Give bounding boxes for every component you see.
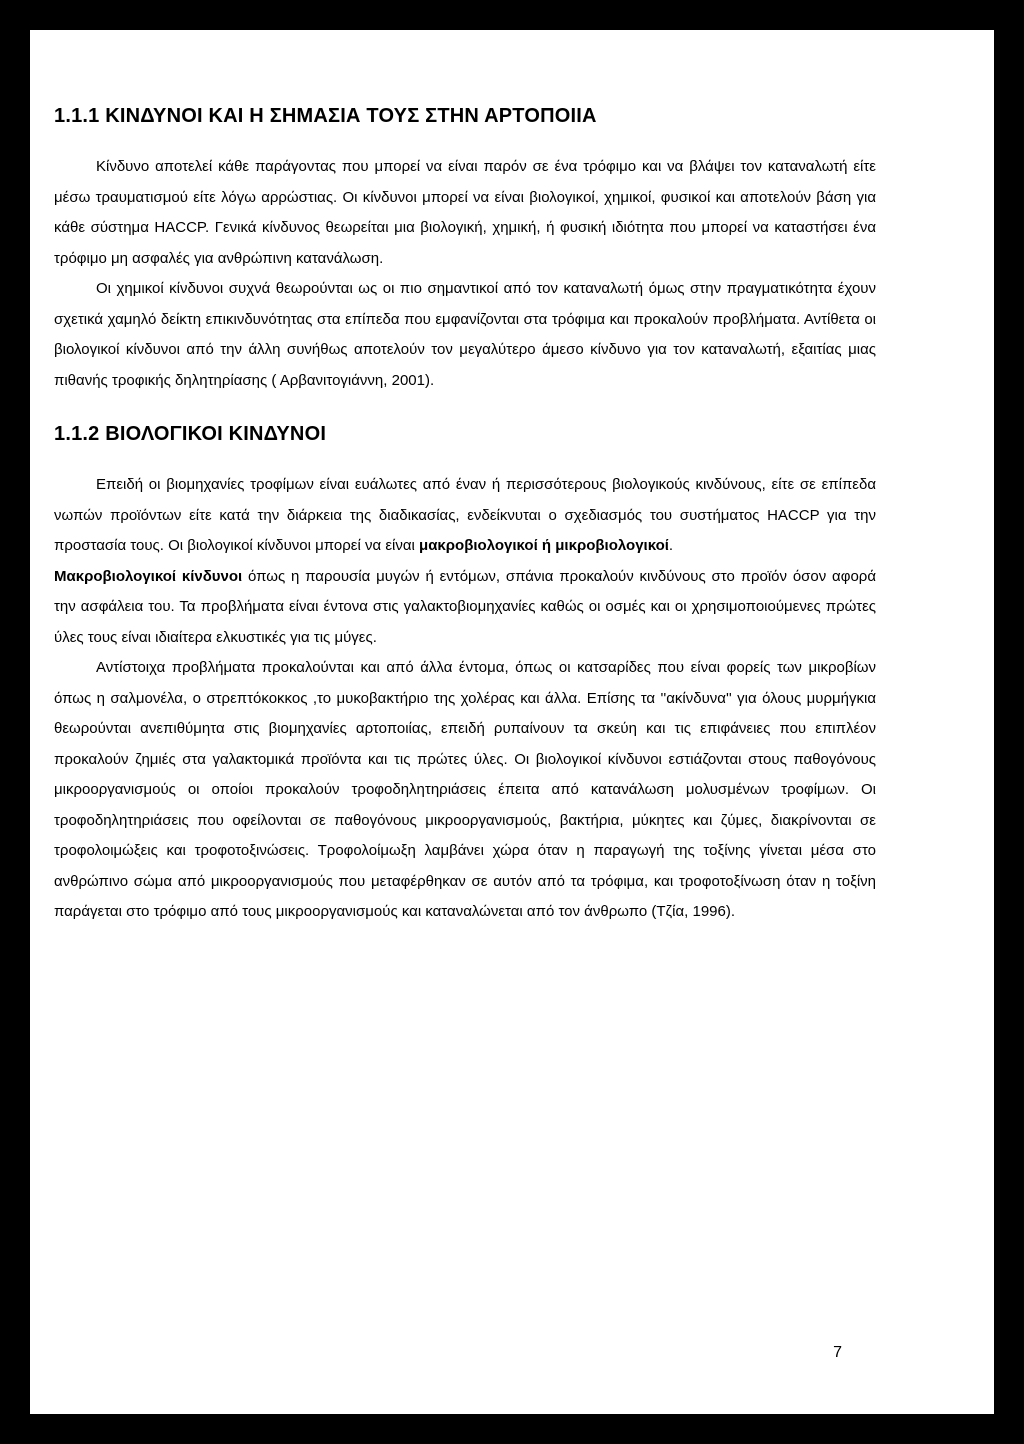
paragraph-hazard-definition: Κίνδυνο αποτελεί κάθε παράγοντας που μπορεί να είναι παρόν σε ένα τρόφιμο και να βλάψει τον καταναλωτή είτε μέσω τραυματισμού είτε λόγω αρρώστιας. Οι κίνδυνοι μπορεί να είναι βιολογικοί, χημικοί, φυσικοί και αποτελούν βάση για κάθε σύστημα HACCP. Γενικά κίνδυνος θεωρείται μια βιολογική, χημική, ή φυσική ιδιότητα που μπορεί να καταστήσει ένα τρόφιμο μη ασφαλές για ανθρώπινη κατανάλωση.: [54, 158, 876, 267]
paragraph-macrobiological: [54, 562, 876, 654]
section-heading-hazards: 1.1.1 ΚΙΝΔΥΝΟΙ ΚΑΙ Η ΣΗΜΑΣΙΑ ΤΟΥΣ ΣΤΗΝ ΑΡΤΟΠΟΙΙΑ: [54, 105, 597, 127]
paragraph-insects-and-microorganisms: Αντίστοιχα προβλήματα προκαλούνται και από άλλα έντομα, όπως οι κατσαρίδες που είναι φορείς των μικροβίων όπως η σαλμονέλα, ο στρεπτόκοκκος ,το μυκοβακτήριο της χολέρας και άλλα. Επίσης τα ''ακίνδυνα'' για όλους μυρμήγκια θεωρούνται ανεπιθύμητα στις βιομηχανίες αρτοποιίας, επειδή ρυπαίνουν τα σκεύη και τις επιφάνειες που επιπλέον προκαλούν ζημιές στα γαλακτομικά προϊόντα και τις πρώτες ύλες. Οι βιολογικοί κίνδυνοι εστιάζονται στους παθογόνους μικροοργανισμούς οι οποίοι προκαλούν τροφοδηλητηριάσεις έπειτα από κατανάλωση μολυσμένων τροφίμων. Οι τροφοδηλητηριάσεις που οφείλονται σε παθογόνους μικροοργανισμούς, βακτήρια, μύκητες και ζύμες, διακρίνονται σε τροφολοιμώξεις και τροφοτοξινώσεις. Τροφολοίμωξη λαμβάνει χώρα όταν η παραγωγή της τοξίνης γίνεται μέσα στο ανθρώπινο σώμα από μικροοργανισμούς που μεταφέρθηκαν σε αυτόν από τα τρόφιμα, και τροφοτοξίνωση όταν η τοξίνη παράγεται στο τρόφιμο από τους μικροοργανισμούς και καταναλώνεται από τον άνθρωπο (Τζία, 1996).: [54, 659, 876, 920]
document-page: [30, 30, 994, 1414]
page-content: [54, 102, 876, 928]
paragraph-biological-intro-end: .: [668, 537, 674, 554]
paragraph-biological-intro: [54, 470, 876, 562]
paragraph-chemical-hazards: Οι χημικοί κίνδυνοι συχνά θεωρούνται ως οι πιο σημαντικοί από τον καταναλωτή όμως στην πραγματικότητα έχουν σχετικά χαμηλό δείκτη επικινδυνότητας στα επίπεδα που εμφανίζονται στα τρόφιμα και προκαλούν προβλήματα. Αντίθετα οι βιολογικοί κίνδυνοι από την άλλη συνήθως αποτελούν τον μεγαλύτερο άμεσο κίνδυνο για τον καταναλωτή, εξαιτίας μιας πιθανής τροφικής δηλητηρίασης ( Αρβανιτογιάννη, 2001).: [54, 280, 876, 389]
paragraph-biological-intro-text: Επειδή οι βιομηχανίες τροφίμων είναι ευάλωτες από έναν ή περισσότερους βιολογικούς κινδύνους, είτε σε επίπεδα νωπών προϊόντων είτε κατά την διάρκεια της διαδικασίας, ενδείκνυται ο σχεδιασμός του συστήματος HACCP για την προστασία τους. Οι βιολογικοί κίνδυνοι μπορεί να είναι: [54, 476, 876, 554]
section-heading-biological-hazards: 1.1.2 ΒΙΟΛΟΓΙΚΟΙ ΚΙΝΔΥΝΟΙ: [54, 423, 327, 445]
paragraph-biological-intro-bold: μακροβιολογικοί ή μικροβιολογικοί: [419, 537, 669, 554]
paragraph-macrobiological-bold: Μακροβιολογικοί κίνδυνοι: [54, 567, 243, 585]
page-number: 7: [833, 1344, 842, 1361]
paragraph-macrobiological-text: όπως η παρουσία μυγών ή εντόμων, σπάνια προκαλούν κινδύνους στο προϊόν όσον αφορά την ασφάλεια του. Τα προβλήματα είναι έντονα στις γαλακτοβιομηχανίες καθώς οι οσμές και οι χρησιμοποιούμενες πρώτες ύλες τους είναι ιδιαίτερα ελκυστικές για τις μύγες.: [54, 567, 876, 646]
